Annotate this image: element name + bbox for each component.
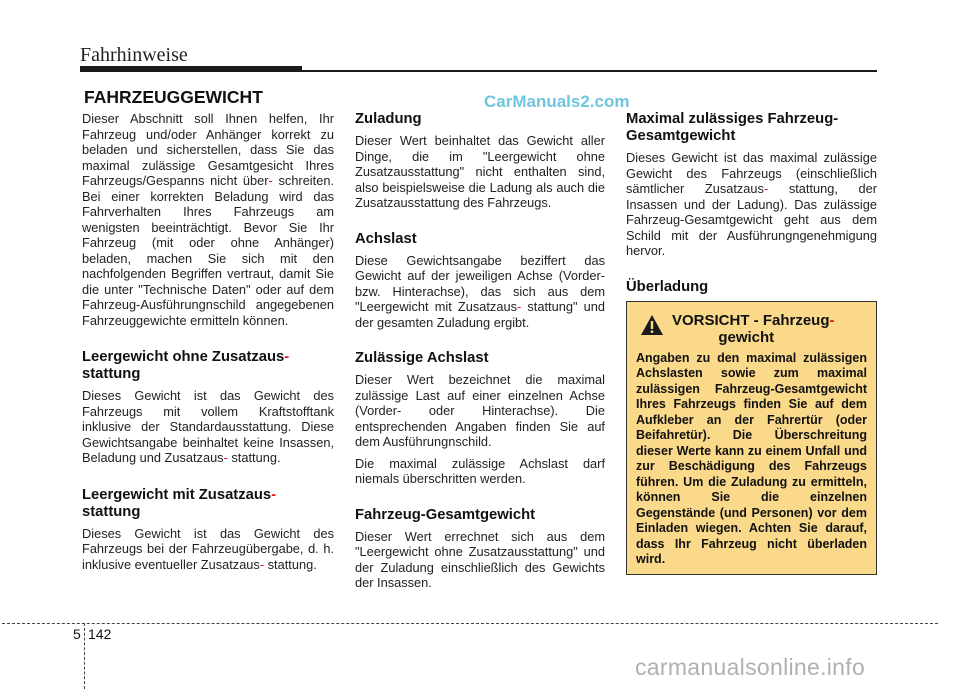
caution-header: [636, 308, 867, 346]
chapter-number: 5: [73, 626, 81, 642]
heading-zuladung: Zuladung: [355, 111, 422, 127]
section-title: FAHRZEUGGEWICHT: [84, 87, 263, 107]
page-number: 142: [88, 626, 112, 642]
paragraph-achslast: Diese Gewichtsangabe beziffert das Gewicht auf der jeweiligen Achse (Vorder- bzw. Hinterachse), das sich aus dem "Leergewicht mit Zusatzaus- stattung" und der gesamten Zuladung ergibt.: [355, 252, 605, 330]
watermark-bottom: carmanualsonline.info: [635, 654, 866, 680]
paragraph-leergewicht-ohne: Dieses Gewicht ist das Gewicht des Fahrzeugs mit vollem Kraftstofftank inklusive der Standardausstattung. Diese Gewichtsangabe beinhaltet keine Insassen, Beladung und Zusatzaus- stattung.: [82, 388, 334, 465]
paragraph-zuladung: Dieser Wert beinhaltet das Gewicht aller Dinge, die im "Leergewicht ohne Zusatzausstattung" nicht enthalten sind, also beispielsweise die Ladung als auch die Zusatzausstattung des Fahrzeugs.: [355, 133, 605, 210]
heading-zulaessige-achslast: Zulässige Achslast: [355, 350, 489, 366]
watermark-top: CarManuals2.com: [484, 92, 630, 111]
heading-maximal-gesamtgewicht: Maximal zulässiges Fahrzeug-Gesamtgewicht: [626, 111, 839, 144]
heading-achslast: Achslast: [355, 230, 417, 247]
paragraph-gesamtgewicht: Dieser Wert errechnet sich aus dem "Leergewicht ohne Zusatzausstattung" und der Zuladung einschließlich des Gewichts der Insassen.: [355, 528, 605, 590]
heading-leergewicht-mit: Leergewicht mit Zusatzaus- stattung: [82, 486, 277, 520]
column-3: [626, 111, 877, 575]
column-1: [82, 111, 334, 578]
column-2: [355, 111, 605, 597]
header-rule-thin: [80, 70, 877, 72]
header-title: Fahrhinweise: [80, 44, 188, 66]
heading-gesamtgewicht: Fahrzeug-Gesamtgewicht: [355, 506, 536, 523]
paragraph-maximal-gesamtgewicht: Dieses Gewicht ist das maximal zulässige Gewicht des Fahrzeugs (einschließlich sämtlicher Zusatzaus- stattung, der Insassen und der Ladung). Das zulässige Fahrzeug-Gesamtgewicht geht aus dem Schild mit der Ausführungngenehmigung hervor.: [626, 150, 878, 258]
warning-triangle-icon: [640, 314, 664, 336]
paragraph-zulaessige-achslast-2: Die maximal zulässige Achslast darf niemals überschritten werden.: [355, 455, 605, 486]
paragraph-leergewicht-mit: Dieses Gewicht ist das Gewicht des Fahrzeugs bei der Fahrzeugübergabe, d. h. inklusive eventueller Zusatzaus- stattung.: [82, 525, 334, 572]
caution-body: Angaben zu den maximal zulässigen Achslasten sowie zum maximal zulässigen Fahrzeug-Gesamtgewicht Ihres Fahrzeugs finden Sie auf dem Aufkleber an der Fahrertür (oder Beifahretür). Die Überschreitung dieser Werte kann zu einem Unfall und zur Beschädigung des Fahrzeugs führen. Um die Zuladung zu ermitteln, können Sie die einzelnen Gegenstände (und Personen) vor dem Einladen wiegen. Achten Sie darauf, dass Ihr Fahrzeug nicht überladen wird.: [636, 350, 867, 566]
paragraph-zulaessige-achslast-1: Dieser Wert bezeichnet die maximal zulässige Last auf einer einzelnen Achse (Vorder- oder Hinterachse). Die entsprechenden Angaben finden Sie auf dem Ausführungnschild.: [355, 372, 605, 449]
footer-dashed-rule: [2, 623, 938, 624]
intro-paragraph: Dieser Abschnitt soll Ihnen helfen, Ihr Fahrzeug und/oder Anhänger korrekt zu beladen und sicherstellen, dass Sie das maximal zulässige Gesamtgesicht Ihres Fahrzeugs/Gespanns nicht über- schreiten. Bei einer korrekten Beladung wird das Fahrverhalten Ihres Fahrzeugs am wenigsten beeinträchtigt. Bevor Sie Ihr Fahrzeug (mit oder ohne Anhänger) beladen, machen Sie sich mit den nachfolgenden Begriffen vertraut, damit Sie die unter "Technische Daten" oder auf dem Fahrzeug-Ausführungnschild angegebenen Fahrzeuggewichte ermitteln können.: [82, 111, 334, 328]
caution-box: [626, 301, 877, 575]
heading-leergewicht-ohne: Leergewicht ohne Zusatzaus- stattung: [82, 349, 290, 382]
caution-title: VORSICHT - Fahrzeug- gewicht: [672, 311, 835, 346]
heading-ueberladung: Überladung: [626, 278, 709, 295]
footer-vertical-rule: [84, 623, 85, 689]
